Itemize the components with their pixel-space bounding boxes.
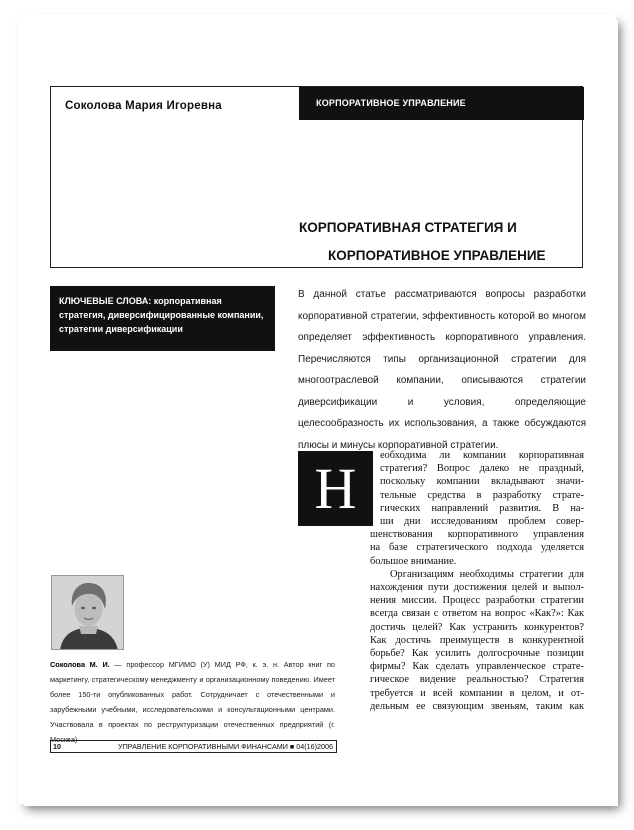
bio-author-name: Соколова М. И. bbox=[50, 660, 110, 669]
body-line: большое внимание. bbox=[370, 555, 457, 567]
article-header bbox=[50, 86, 583, 268]
body-line: нахождения пути достижения целей и выпол- bbox=[370, 582, 584, 594]
journal-page bbox=[18, 14, 616, 804]
body-line: фирмы? Как сделать управленческое страте- bbox=[370, 661, 584, 673]
body-line: еобходима ли компании корпоративная bbox=[380, 450, 584, 461]
body-line: шенствования корпоративного управления bbox=[370, 529, 584, 541]
body-line: дельным ее связующим звеньям, таким как bbox=[370, 700, 584, 712]
article-body bbox=[298, 449, 584, 713]
article-title-line-1: КОРПОРАТИВНАЯ СТРАТЕГИЯ И bbox=[299, 220, 517, 235]
keywords-box: КЛЮЧЕВЫЕ СЛОВА: корпоративная стратегия, диверсифицированные компании, стратегии диверсификации bbox=[50, 286, 275, 351]
body-line: гическое видение реальностью? Стратегия bbox=[370, 674, 584, 686]
bio-text: — профессор МГИМО (У) МИД РФ, к. э. н. Автор книг по маркетингу, стратегическому менеджменту и организационному поведению. Имеет более 150-ти опубликованных работ. Сотрудничает с отечественными и зарубежными учебными, исследовательскими и консультационными центрами. Участвовала в проектах по реструктуризации отечественных предприятий (г. Москва) bbox=[50, 660, 335, 744]
author-portrait-image bbox=[52, 576, 124, 650]
body-line: борьбе? Как усилить долгосрочные позиции bbox=[370, 648, 584, 660]
body-line: на базе стратегического подхода уделяется bbox=[370, 542, 584, 554]
body-line: ши дни исследованиям проблем совер- bbox=[380, 516, 584, 528]
page-number: 10 bbox=[53, 742, 61, 751]
body-line: всегда связан с ответом на вопрос «Как?»: Как bbox=[370, 608, 584, 620]
page-footer bbox=[50, 740, 337, 753]
abstract: В данной статье рассматриваются вопросы разработки корпоративной стратегии, эффективность которой во многом определяет эффективность корпоративного управления. Перечисляются типы организационной стратегии для многоотраслевой компании, описываются стратегии диверсификации и условия, определяющие целесообразность их использования, а также обсуждаются плюсы и минусы корпоративной стратегии. bbox=[298, 289, 586, 451]
body-line: требуется и всей компании в целом, и от- bbox=[370, 687, 584, 699]
body-line: Как достичь преимуществ в конкурентной bbox=[370, 634, 584, 646]
drop-cap: Н bbox=[298, 451, 373, 526]
author-name: Соколова Мария Игоревна bbox=[65, 100, 222, 112]
rubric-banner: КОРПОРАТИВНОЕ УПРАВЛЕНИЕ bbox=[299, 87, 584, 120]
body-line: Организациям необходимы стратегии для bbox=[390, 568, 584, 580]
body-line: гических направлений развития. В на- bbox=[380, 502, 584, 514]
author-bio bbox=[50, 657, 335, 747]
article-title-line-2: КОРПОРАТИВНОЕ УПРАВЛЕНИЕ bbox=[328, 248, 546, 263]
body-line: стратегия? Вопрос далеко не праздный, bbox=[380, 463, 584, 475]
body-line: тельные средства в разработку страте- bbox=[380, 489, 584, 501]
author-photo bbox=[51, 575, 124, 650]
body-line: поскольку компании вкладывают значи- bbox=[380, 476, 584, 488]
body-line: достичь целей? Как устранить конкурентов? bbox=[370, 621, 584, 633]
body-line: нения миссии. Процесс разработки стратегии bbox=[370, 595, 584, 607]
journal-issue: УПРАВЛЕНИЕ КОРПОРАТИВНЫМИ ФИНАНСАМИ ■ 04(16)2006 bbox=[118, 742, 333, 751]
